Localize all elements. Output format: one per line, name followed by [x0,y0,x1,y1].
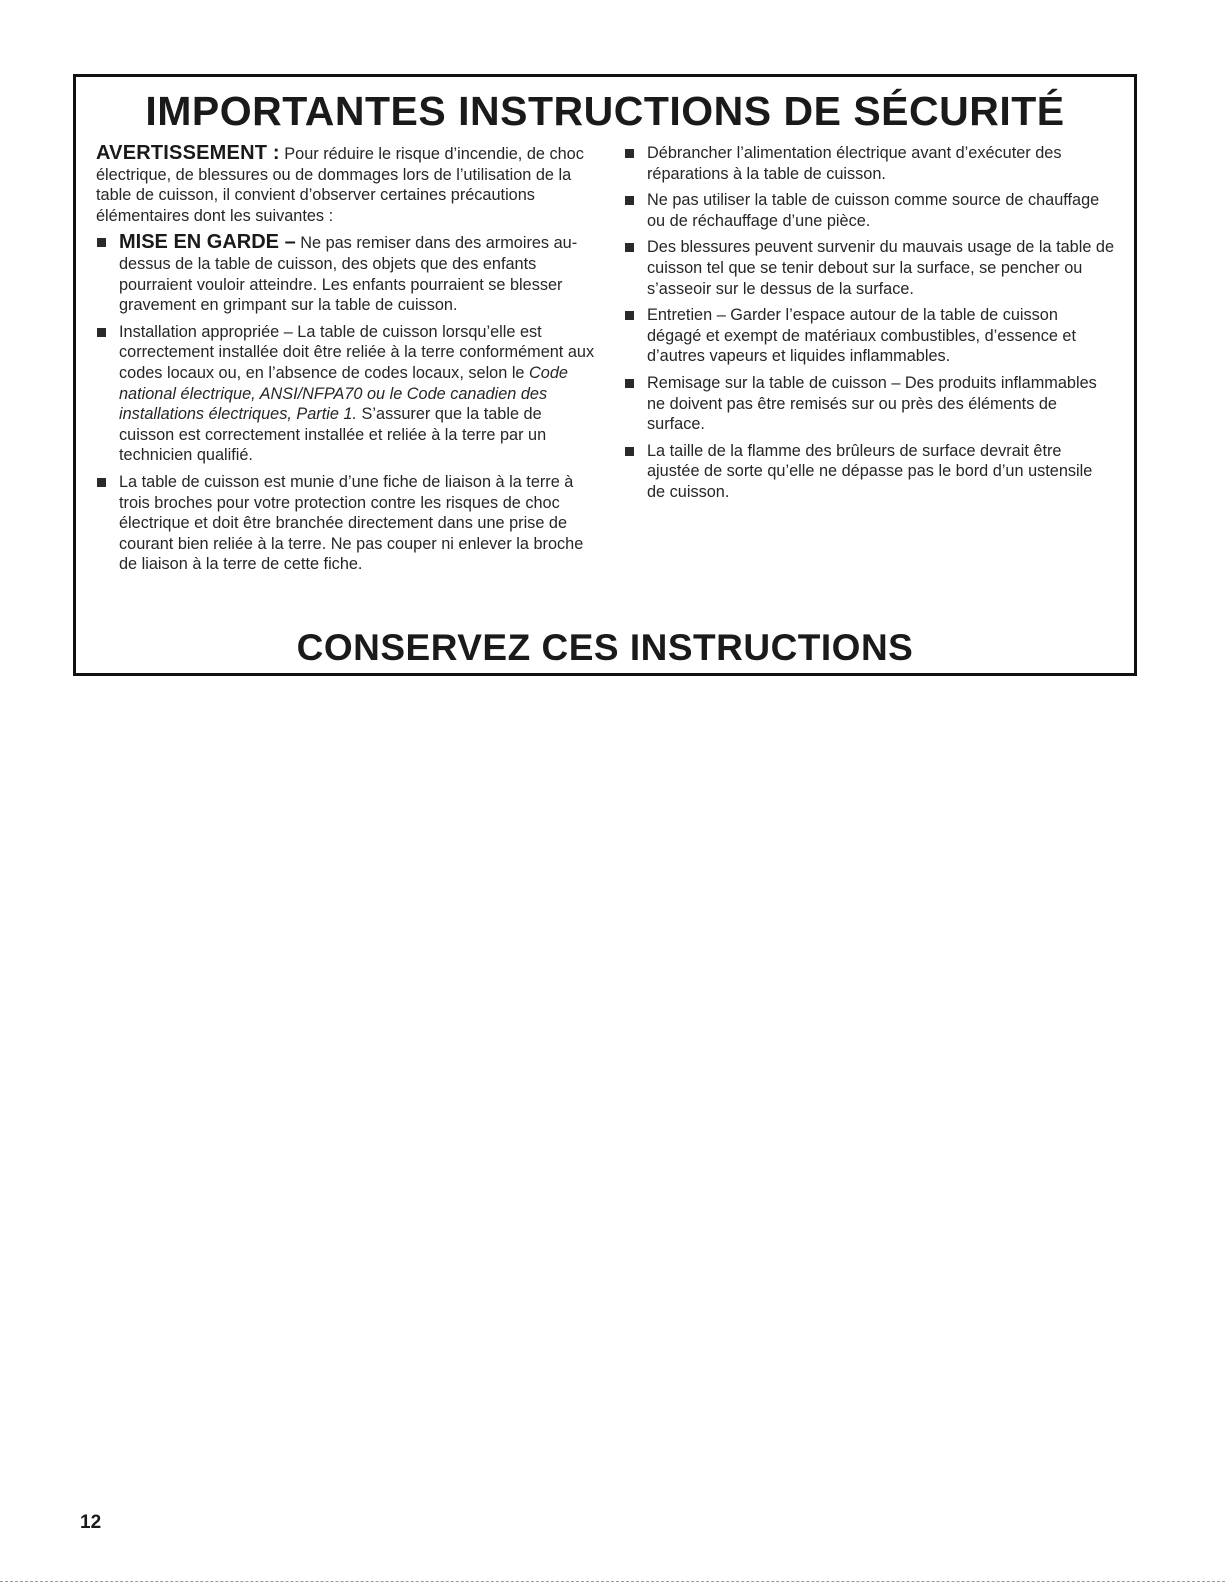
left-column [96,143,596,581]
list-item [96,322,596,466]
list-item [624,143,1114,184]
square-bullet-icon [625,447,634,456]
square-bullet-icon [625,149,634,158]
left-bullet-list [96,232,596,575]
page-number: 12 [80,1512,102,1533]
square-bullet-icon [625,379,634,388]
list-item-text: Ne pas utiliser la table de cuisson comme source de chauffage ou de réchauffage d’une pièce. [647,191,1100,230]
list-item-text: La taille de la flamme des brûleurs de surface devrait être ajustée de sorte qu’elle ne dépasse pas le bord d’un ustensile de cuisson. [647,441,1093,501]
grounding-plug-text: La table de cuisson est munie d’une fiche de liaison à la terre à trois broches pour votre protection contre les risques de choc électrique et doit être branchée directement dans une prise de courant bien reliée à la terre. Ne pas couper ni enlever la broche de liaison à la terre de cette fiche. [119,472,584,574]
caution-label: MISE EN GARDE – [119,231,296,254]
list-item [624,237,1114,299]
list-item [624,441,1114,503]
list-item [624,190,1114,231]
main-title: IMPORTANTES INSTRUCTIONS DE SÉCURITÉ [145,88,1065,134]
list-item-text: Des blessures peuvent survenir du mauvais usage de la table de cuisson tel que se tenir debout sur la surface, se pencher ou s’asseoir sur le dessus de la surface. [647,238,1115,298]
square-bullet-icon [625,196,634,205]
installation-text-after: S’assurer que la table de cuisson est correctement installée et reliée à la terre par un technicien qualifié. [119,405,547,465]
installation-text-before: Installation appropriée – La table de cuisson lorsqu’elle est correctement installée doit être reliée à la terre conformément aux codes locaux ou, en l’absence de codes locaux, selon le [119,322,595,382]
square-bullet-icon [97,478,106,487]
list-item [624,305,1114,367]
square-bullet-icon [625,311,634,320]
square-bullet-icon [97,328,106,337]
list-item-text: Entretien – Garder l’espace autour de la table de cuisson dégagé et exempt de matériaux combustibles, d’essence et d’autres vapeurs et liquides inflammables. [647,306,1076,366]
list-item-text: Débrancher l’alimentation électrique avant d’exécuter des réparations à la table de cuisson. [647,144,1062,183]
warning-text: Pour réduire le risque d’incendie, de choc électrique, de blessures ou de dommages lors de l’utilisation de la table de cuisson, il convient d’observer certaines précautions élémentaires dont les suivantes : [96,145,584,225]
electrical-code-reference: Code national électrique, ANSI/NFPA70 ou le Code canadien des installations électriques, Partie 1. [119,363,568,424]
list-item-text: Remisage sur la table de cuisson – Des produits inflammables ne doivent pas être remisés sur ou près des éléments de surface. [647,373,1097,434]
safety-instructions-box [73,74,1137,676]
square-bullet-icon [625,243,634,252]
caution-text: Ne pas remiser dans des armoires au-dessus de la table de cuisson, des objets que des enfants pourraient vouloir atteindre. Les enfants pourraient se blesser gravement en grimpant sur la table de cuisson. [119,234,578,315]
bottom-dashed-rule [0,1581,1225,1582]
footer-title: CONSERVEZ CES INSTRUCTIONS [296,627,914,668]
warning-label: AVERTISSEMENT : [96,142,280,164]
square-bullet-icon [97,238,106,247]
warning-paragraph [96,143,596,226]
list-item [96,232,596,315]
right-bullet-list [624,143,1114,503]
right-column [624,143,1114,509]
list-item [624,373,1114,435]
list-item [96,472,596,575]
